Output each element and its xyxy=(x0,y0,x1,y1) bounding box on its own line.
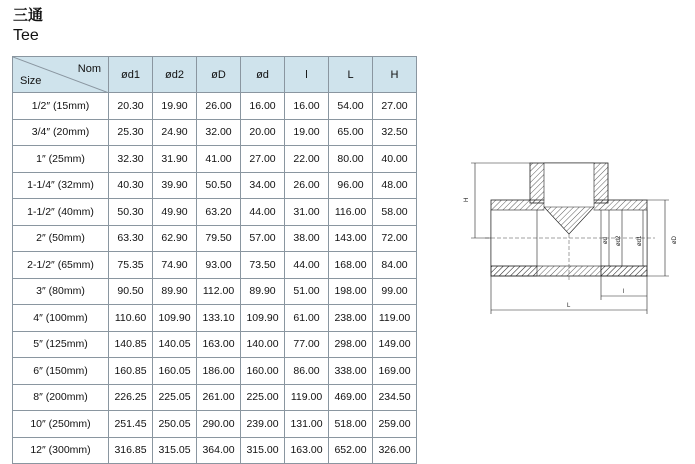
value-cell: 326.00 xyxy=(373,437,417,464)
value-cell: 58.00 xyxy=(373,199,417,226)
value-cell: 54.00 xyxy=(329,93,373,120)
column-header: H xyxy=(373,57,417,93)
value-cell: 26.00 xyxy=(285,172,329,199)
table-row xyxy=(13,93,417,120)
value-cell: 119.00 xyxy=(285,384,329,411)
value-cell: 109.90 xyxy=(153,305,197,332)
value-cell: 75.35 xyxy=(109,252,153,279)
value-cell: 315.05 xyxy=(153,437,197,464)
value-cell: 250.05 xyxy=(153,411,197,438)
label-D: øD xyxy=(672,236,678,244)
value-cell: 198.00 xyxy=(329,278,373,305)
value-cell: 110.60 xyxy=(109,305,153,332)
size-cell: 1-1/2″ (40mm) xyxy=(13,199,109,226)
value-cell: 109.90 xyxy=(241,305,285,332)
value-cell: 93.00 xyxy=(197,252,241,279)
value-cell: 22.00 xyxy=(285,146,329,173)
value-cell: 20.30 xyxy=(109,93,153,120)
table-row xyxy=(13,358,417,385)
value-cell: 99.00 xyxy=(373,278,417,305)
value-cell: 261.00 xyxy=(197,384,241,411)
size-cell: 1-1/4″ (32mm) xyxy=(13,172,109,199)
value-cell: 160.05 xyxy=(153,358,197,385)
value-cell: 79.50 xyxy=(197,225,241,252)
size-cell: 5″ (125mm) xyxy=(13,331,109,358)
value-cell: 290.00 xyxy=(197,411,241,438)
label-H: H xyxy=(464,197,470,202)
value-cell: 160.85 xyxy=(109,358,153,385)
table-row xyxy=(13,199,417,226)
column-header: ød1 xyxy=(109,57,153,93)
value-cell: 239.00 xyxy=(241,411,285,438)
corner-label-size: Size xyxy=(20,75,42,87)
value-cell: 49.90 xyxy=(153,199,197,226)
tee-body-outline xyxy=(485,163,655,280)
value-cell: 160.00 xyxy=(241,358,285,385)
value-cell: 20.00 xyxy=(241,119,285,146)
value-cell: 364.00 xyxy=(197,437,241,464)
size-cell: 3″ (80mm) xyxy=(13,278,109,305)
value-cell: 116.00 xyxy=(329,199,373,226)
column-header: øD xyxy=(197,57,241,93)
table-row xyxy=(13,119,417,146)
value-cell: 62.90 xyxy=(153,225,197,252)
tee-cross-section-diagram xyxy=(455,150,685,325)
table-row xyxy=(13,331,417,358)
table-row xyxy=(13,146,417,173)
value-cell: 469.00 xyxy=(329,384,373,411)
value-cell: 140.00 xyxy=(241,331,285,358)
value-cell: 169.00 xyxy=(373,358,417,385)
table-row xyxy=(13,384,417,411)
value-cell: 90.50 xyxy=(109,278,153,305)
value-cell: 40.00 xyxy=(373,146,417,173)
value-cell: 259.00 xyxy=(373,411,417,438)
column-header: l xyxy=(285,57,329,93)
value-cell: 34.00 xyxy=(241,172,285,199)
value-cell: 225.05 xyxy=(153,384,197,411)
title-block xyxy=(13,8,43,44)
value-cell: 48.00 xyxy=(373,172,417,199)
value-cell: 32.00 xyxy=(197,119,241,146)
value-cell: 234.50 xyxy=(373,384,417,411)
value-cell: 61.00 xyxy=(285,305,329,332)
value-cell: 225.00 xyxy=(241,384,285,411)
value-cell: 298.00 xyxy=(329,331,373,358)
value-cell: 86.00 xyxy=(285,358,329,385)
value-cell: 25.30 xyxy=(109,119,153,146)
value-cell: 163.00 xyxy=(285,437,329,464)
value-cell: 16.00 xyxy=(241,93,285,120)
size-cell: 8″ (200mm) xyxy=(13,384,109,411)
value-cell: 24.90 xyxy=(153,119,197,146)
table-row xyxy=(13,278,417,305)
label-d2: ød2 xyxy=(616,235,622,246)
size-cell: 1″ (25mm) xyxy=(13,146,109,173)
value-cell: 44.00 xyxy=(241,199,285,226)
value-cell: 31.90 xyxy=(153,146,197,173)
table-row xyxy=(13,411,417,438)
value-cell: 38.00 xyxy=(285,225,329,252)
value-cell: 96.00 xyxy=(329,172,373,199)
value-cell: 50.30 xyxy=(109,199,153,226)
value-cell: 652.00 xyxy=(329,437,373,464)
size-cell: 4″ (100mm) xyxy=(13,305,109,332)
value-cell: 31.00 xyxy=(285,199,329,226)
value-cell: 19.00 xyxy=(285,119,329,146)
title-english: Tee xyxy=(13,27,39,44)
value-cell: 72.00 xyxy=(373,225,417,252)
table-row xyxy=(13,252,417,279)
value-cell: 338.00 xyxy=(329,358,373,385)
value-cell: 119.00 xyxy=(373,305,417,332)
value-cell: 149.00 xyxy=(373,331,417,358)
size-cell: 2″ (50mm) xyxy=(13,225,109,252)
value-cell: 27.00 xyxy=(241,146,285,173)
size-cell: 3/4″ (20mm) xyxy=(13,119,109,146)
size-cell: 10″ (250mm) xyxy=(13,411,109,438)
size-cell: 1/2″ (15mm) xyxy=(13,93,109,120)
value-cell: 168.00 xyxy=(329,252,373,279)
column-header: ød xyxy=(241,57,285,93)
value-cell: 26.00 xyxy=(197,93,241,120)
value-cell: 63.20 xyxy=(197,199,241,226)
value-cell: 63.30 xyxy=(109,225,153,252)
value-cell: 40.30 xyxy=(109,172,153,199)
label-d1: ød1 xyxy=(637,235,643,246)
value-cell: 315.00 xyxy=(241,437,285,464)
value-cell: 39.90 xyxy=(153,172,197,199)
table-row xyxy=(13,172,417,199)
value-cell: 51.00 xyxy=(285,278,329,305)
column-header: ød2 xyxy=(153,57,197,93)
value-cell: 112.00 xyxy=(197,278,241,305)
value-cell: 140.05 xyxy=(153,331,197,358)
value-cell: 27.00 xyxy=(373,93,417,120)
value-cell: 65.00 xyxy=(329,119,373,146)
table-row xyxy=(13,437,417,464)
header-row xyxy=(13,57,417,93)
column-header: L xyxy=(329,57,373,93)
value-cell: 238.00 xyxy=(329,305,373,332)
size-cell: 6″ (150mm) xyxy=(13,358,109,385)
value-cell: 16.00 xyxy=(285,93,329,120)
table-row xyxy=(13,225,417,252)
title-chinese: 三通 xyxy=(13,6,44,24)
value-cell: 32.50 xyxy=(373,119,417,146)
value-cell: 316.85 xyxy=(109,437,153,464)
value-cell: 74.90 xyxy=(153,252,197,279)
value-cell: 89.90 xyxy=(153,278,197,305)
value-cell: 518.00 xyxy=(329,411,373,438)
label-d: ød xyxy=(603,236,609,244)
value-cell: 251.45 xyxy=(109,411,153,438)
label-l: l xyxy=(623,289,625,295)
label-L: L xyxy=(567,303,571,309)
table-row xyxy=(13,305,417,332)
value-cell: 84.00 xyxy=(373,252,417,279)
value-cell: 41.00 xyxy=(197,146,241,173)
value-cell: 143.00 xyxy=(329,225,373,252)
value-cell: 131.00 xyxy=(285,411,329,438)
corner-header-cell xyxy=(13,57,109,93)
value-cell: 133.10 xyxy=(197,305,241,332)
value-cell: 50.50 xyxy=(197,172,241,199)
value-cell: 163.00 xyxy=(197,331,241,358)
corner-label-nom: Nom xyxy=(77,63,101,75)
value-cell: 186.00 xyxy=(197,358,241,385)
value-cell: 140.85 xyxy=(109,331,153,358)
value-cell: 89.90 xyxy=(241,278,285,305)
value-cell: 57.00 xyxy=(241,225,285,252)
value-cell: 77.00 xyxy=(285,331,329,358)
value-cell: 226.25 xyxy=(109,384,153,411)
value-cell: 19.90 xyxy=(153,93,197,120)
value-cell: 32.30 xyxy=(109,146,153,173)
value-cell: 73.50 xyxy=(241,252,285,279)
size-cell: 12″ (300mm) xyxy=(13,437,109,464)
tee-spec-table xyxy=(12,56,417,464)
table-body xyxy=(13,93,417,464)
size-cell: 2-1/2″ (65mm) xyxy=(13,252,109,279)
value-cell: 80.00 xyxy=(329,146,373,173)
value-cell: 44.00 xyxy=(285,252,329,279)
